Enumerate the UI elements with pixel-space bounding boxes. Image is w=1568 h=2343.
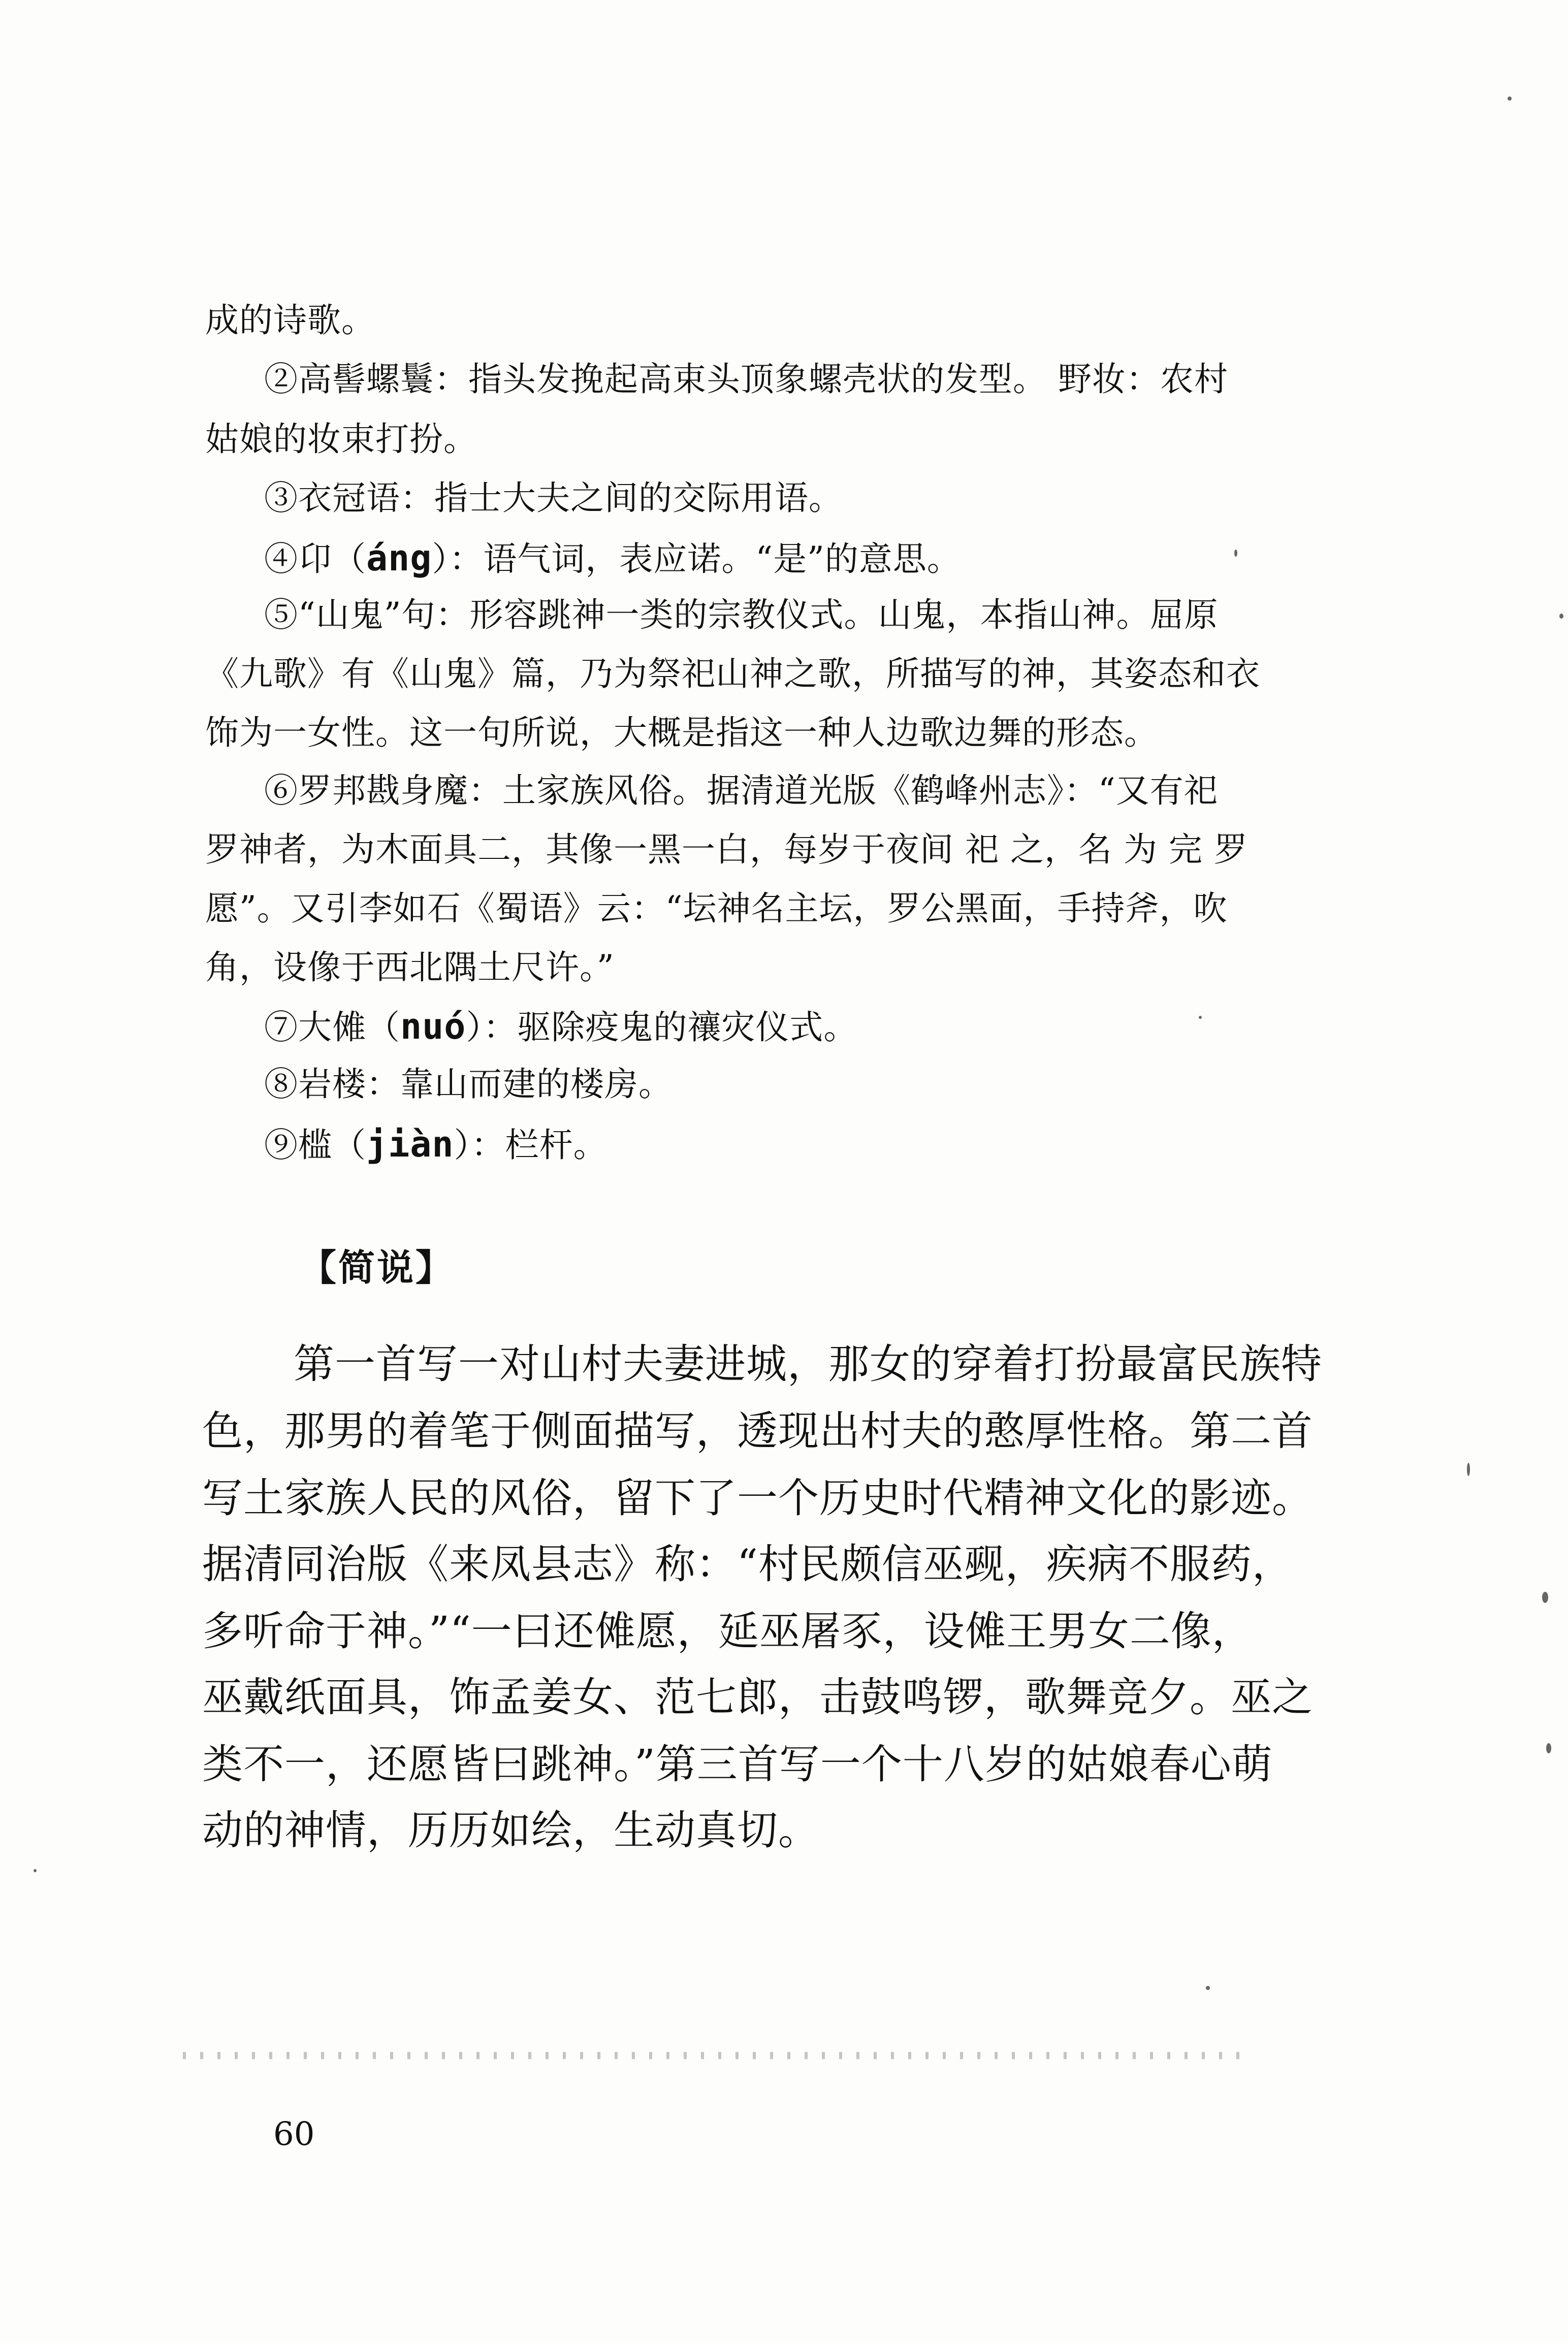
note-9-suffix: ）：栏杆。: [454, 1126, 607, 1165]
scan-speck: [1234, 550, 1237, 557]
note-8: ⑧岩楼：靠山而建的楼房。: [264, 1065, 673, 1104]
commentary-line-7: 类不一，还愿皆曰跳神。”第三首写一个十八岁的姑娘春心萌: [202, 1741, 1273, 1788]
commentary-line-1: 第一首写一对山村夫妻进城，那女的穿着打扮最富民族特: [294, 1340, 1322, 1388]
commentary-line-8: 动的神情，历历如绘，生动真切。: [202, 1807, 819, 1854]
scan-speck: [1467, 1463, 1470, 1476]
note-1-continuation: 成的诗歌。: [205, 301, 375, 340]
note-2-line-2: 姑娘的妆束打扮。: [205, 420, 477, 459]
page-number: 60: [273, 2115, 315, 2153]
note-6-line-4: 角，设像于西北隅土尺许。”: [205, 948, 615, 987]
note-4-pinyin: áng: [366, 537, 432, 579]
scan-speck: [1508, 97, 1512, 101]
note-4-suffix: ）：语气词，表应诺。“是”的意思。: [432, 539, 961, 579]
note-5-line-1: ⑤“山鬼”句：形容跳神一类的宗教仪式。山鬼，本指山神。屈原: [264, 595, 1219, 634]
note-3: ③衣冠语：指士大夫之间的交际用语。: [264, 478, 843, 518]
scan-speck: [1199, 1016, 1202, 1019]
commentary-line-2: 色，那男的着笔于侧面描写，透现出村夫的憨厚性格。第二首: [202, 1407, 1313, 1455]
note-9-prefix: ⑨槛（: [264, 1126, 366, 1165]
commentary-line-4: 据清同治版《来凤县志》称：“村民颇信巫觋，疾病不服药，: [202, 1540, 1293, 1588]
note-4-prefix: ④卬（: [264, 539, 366, 579]
note-4: [264, 537, 961, 579]
scan-speck: [1559, 614, 1563, 619]
scan-smudge-row: [183, 2052, 1250, 2059]
note-2-line-1: ②高髻螺鬟：指头发挽起高束头顶象螺壳状的发型。 野妆：农村: [264, 360, 1228, 399]
note-6-line-1: ⑥罗邦戡身魔：土家族风俗。据清道光版《鹤峰州志》：“又有祀: [264, 771, 1218, 810]
note-7-prefix: ⑦大傩（: [264, 1008, 400, 1047]
note-7-suffix: ）：驱除疫鬼的禳灾仪式。: [466, 1008, 858, 1047]
commentary-line-6: 巫戴纸面具，饰孟姜女、范七郎，击鼓鸣锣，歌舞竞夕。巫之: [202, 1674, 1313, 1721]
note-6-line-3: 愿”。又引李如石《蜀语》云：“坛神名主坛，罗公黑面，手持斧，吹: [205, 889, 1228, 928]
note-6-line-2: 罗神者，为木面具二，其像一黑一白，每岁于夜间 祀 之，名 为 完 罗: [205, 830, 1248, 869]
commentary-line-3: 写土家族人民的风俗，留下了一个历史时代精神文化的影迹。: [202, 1474, 1313, 1522]
scan-speck: [1546, 1743, 1551, 1753]
commentary-line-5: 多听命于神。”“一曰还傩愿，延巫屠豕，设傩王男女二像，: [202, 1608, 1253, 1655]
scan-speck: [1542, 1592, 1548, 1603]
note-9: [264, 1124, 607, 1165]
note-5-line-3: 饰为一女性。这一句所说，大概是指这一种人边歌边舞的形态。: [205, 713, 1158, 752]
note-7: [264, 1006, 858, 1047]
section-heading: 【简说】: [300, 1246, 455, 1289]
note-9-pinyin: jiàn: [366, 1124, 454, 1165]
scan-speck: [34, 1869, 37, 1872]
scan-speck: [1206, 1986, 1210, 1990]
note-5-line-2: 《九歌》有《山鬼》篇，乃为祭祀山神之歌，所描写的神，其姿态和衣: [205, 654, 1260, 693]
note-7-pinyin: nuó: [400, 1006, 466, 1047]
